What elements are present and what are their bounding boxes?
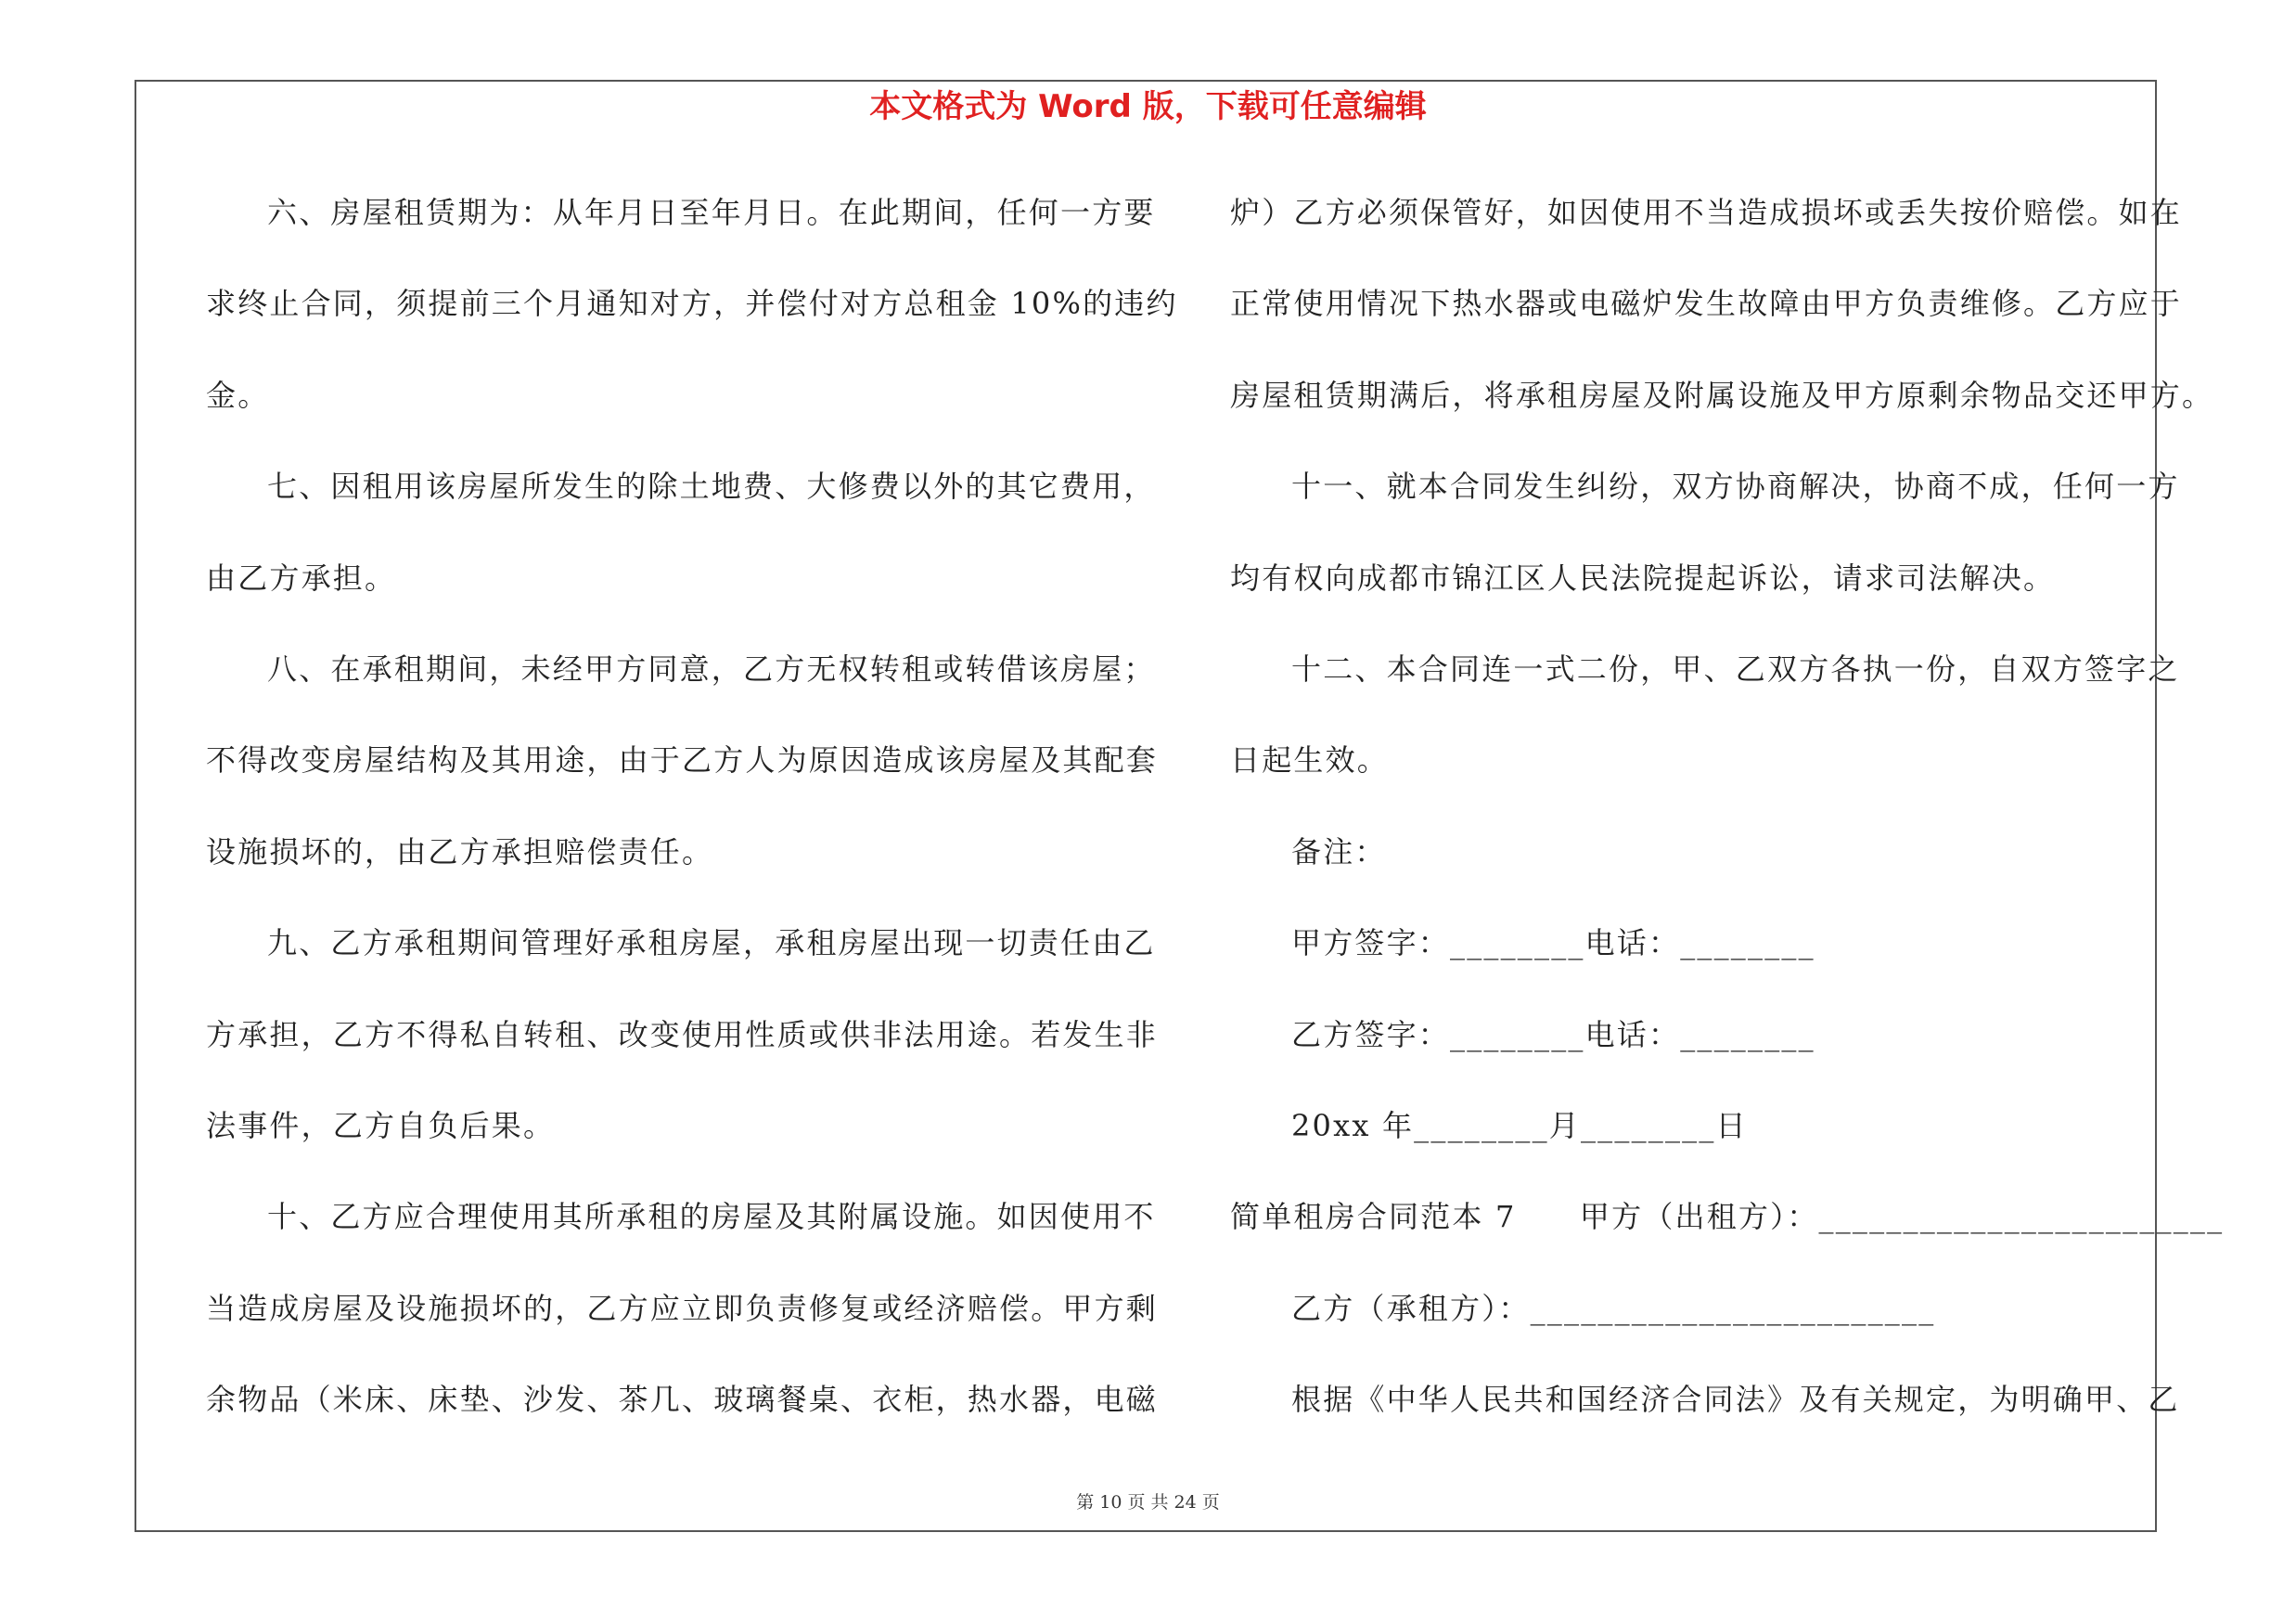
- text-line: 正常使用情况下热水器或电磁炉发生故障由甲方负责维修。乙方应于: [1230, 286, 2183, 322]
- text-line: 炉）乙方必须保管好，如因使用不当造成损坏或丢失按价赔偿。如在: [1230, 195, 2183, 230]
- text-line: 八、在承租期间，未经甲方同意，乙方无权转租或转借该房屋；: [267, 650, 1156, 687]
- text-line: 金。: [206, 377, 270, 413]
- text-line: 备注：: [1291, 833, 1387, 869]
- text-line: 20xx 年________月________日: [1291, 1107, 1748, 1143]
- text-line: 六、房屋租赁期为：从年月日至年月日。在此期间，任何一方要: [267, 195, 1156, 230]
- text-line: 当造成房屋及设施损坏的，乙方应立即负责修复或经济赔偿。甲方剩: [206, 1290, 1159, 1326]
- text-line: 根据《中华人民共和国经济合同法》及有关规定，为明确甲、乙: [1291, 1382, 2180, 1418]
- text-line: 简单租房合同范本 7 甲方（出租方）：________________________: [1230, 1199, 2225, 1235]
- text-line: 设施损坏的，由乙方承担赔偿责任。: [206, 833, 714, 869]
- text-line: 房屋租赁期满后，将承租房屋及附属设施及甲方原剩余物品交还甲方。: [1230, 377, 2214, 413]
- text-line: 日起生效。: [1230, 742, 1390, 779]
- text-line: 求终止合同，须提前三个月通知对方，并偿付对方总租金 10%的违约: [206, 286, 1178, 322]
- text-line: 十、乙方应合理使用其所承租的房屋及其附属设施。如因使用不: [267, 1199, 1156, 1235]
- text-line: 不得改变房屋结构及其用途，由于乙方人为原因造成该房屋及其配套: [206, 742, 1159, 779]
- page-footer: [0, 1490, 2296, 1514]
- text-line: 由乙方承担。: [206, 560, 397, 596]
- text-line: 法事件，乙方自负后果。: [206, 1107, 556, 1143]
- banner-text: 本文格式为 Word 版，下载可任意编辑: [869, 88, 1427, 125]
- page-number: 第 10 页 共 24 页: [1076, 1492, 1220, 1513]
- text-line: 九、乙方承租期间管理好承租房屋，承租房屋出现一切责任由乙: [267, 925, 1156, 961]
- text-line: 甲方签字：________电话：________: [1291, 925, 1815, 961]
- right-column: [1230, 179, 2225, 1457]
- text-line: 十二、本合同连一式二份，甲、乙双方各执一份，自双方签字之: [1291, 650, 2180, 687]
- text-line: 乙方（承租方）：________________________: [1291, 1290, 1936, 1326]
- text-line: 七、因租用该房屋所发生的除土地费、大修费以外的其它费用，: [267, 469, 1156, 505]
- text-line: 方承担，乙方不得私自转租、改变使用性质或供非法用途。若发生非: [206, 1016, 1159, 1052]
- text-line: 余物品（米床、床垫、沙发、茶几、玻璃餐桌、衣柜，热水器，电磁: [206, 1382, 1159, 1418]
- text-line: 十一、就本合同发生纠纷，双方协商解决，协商不成，任何一方: [1291, 469, 2180, 505]
- left-column: [206, 179, 1178, 1457]
- text-line: 乙方签字：________电话：________: [1291, 1016, 1815, 1052]
- text-line: 均有权向成都市锦江区人民法院提起诉讼，请求司法解决。: [1230, 560, 2056, 596]
- document-banner: [0, 85, 2296, 128]
